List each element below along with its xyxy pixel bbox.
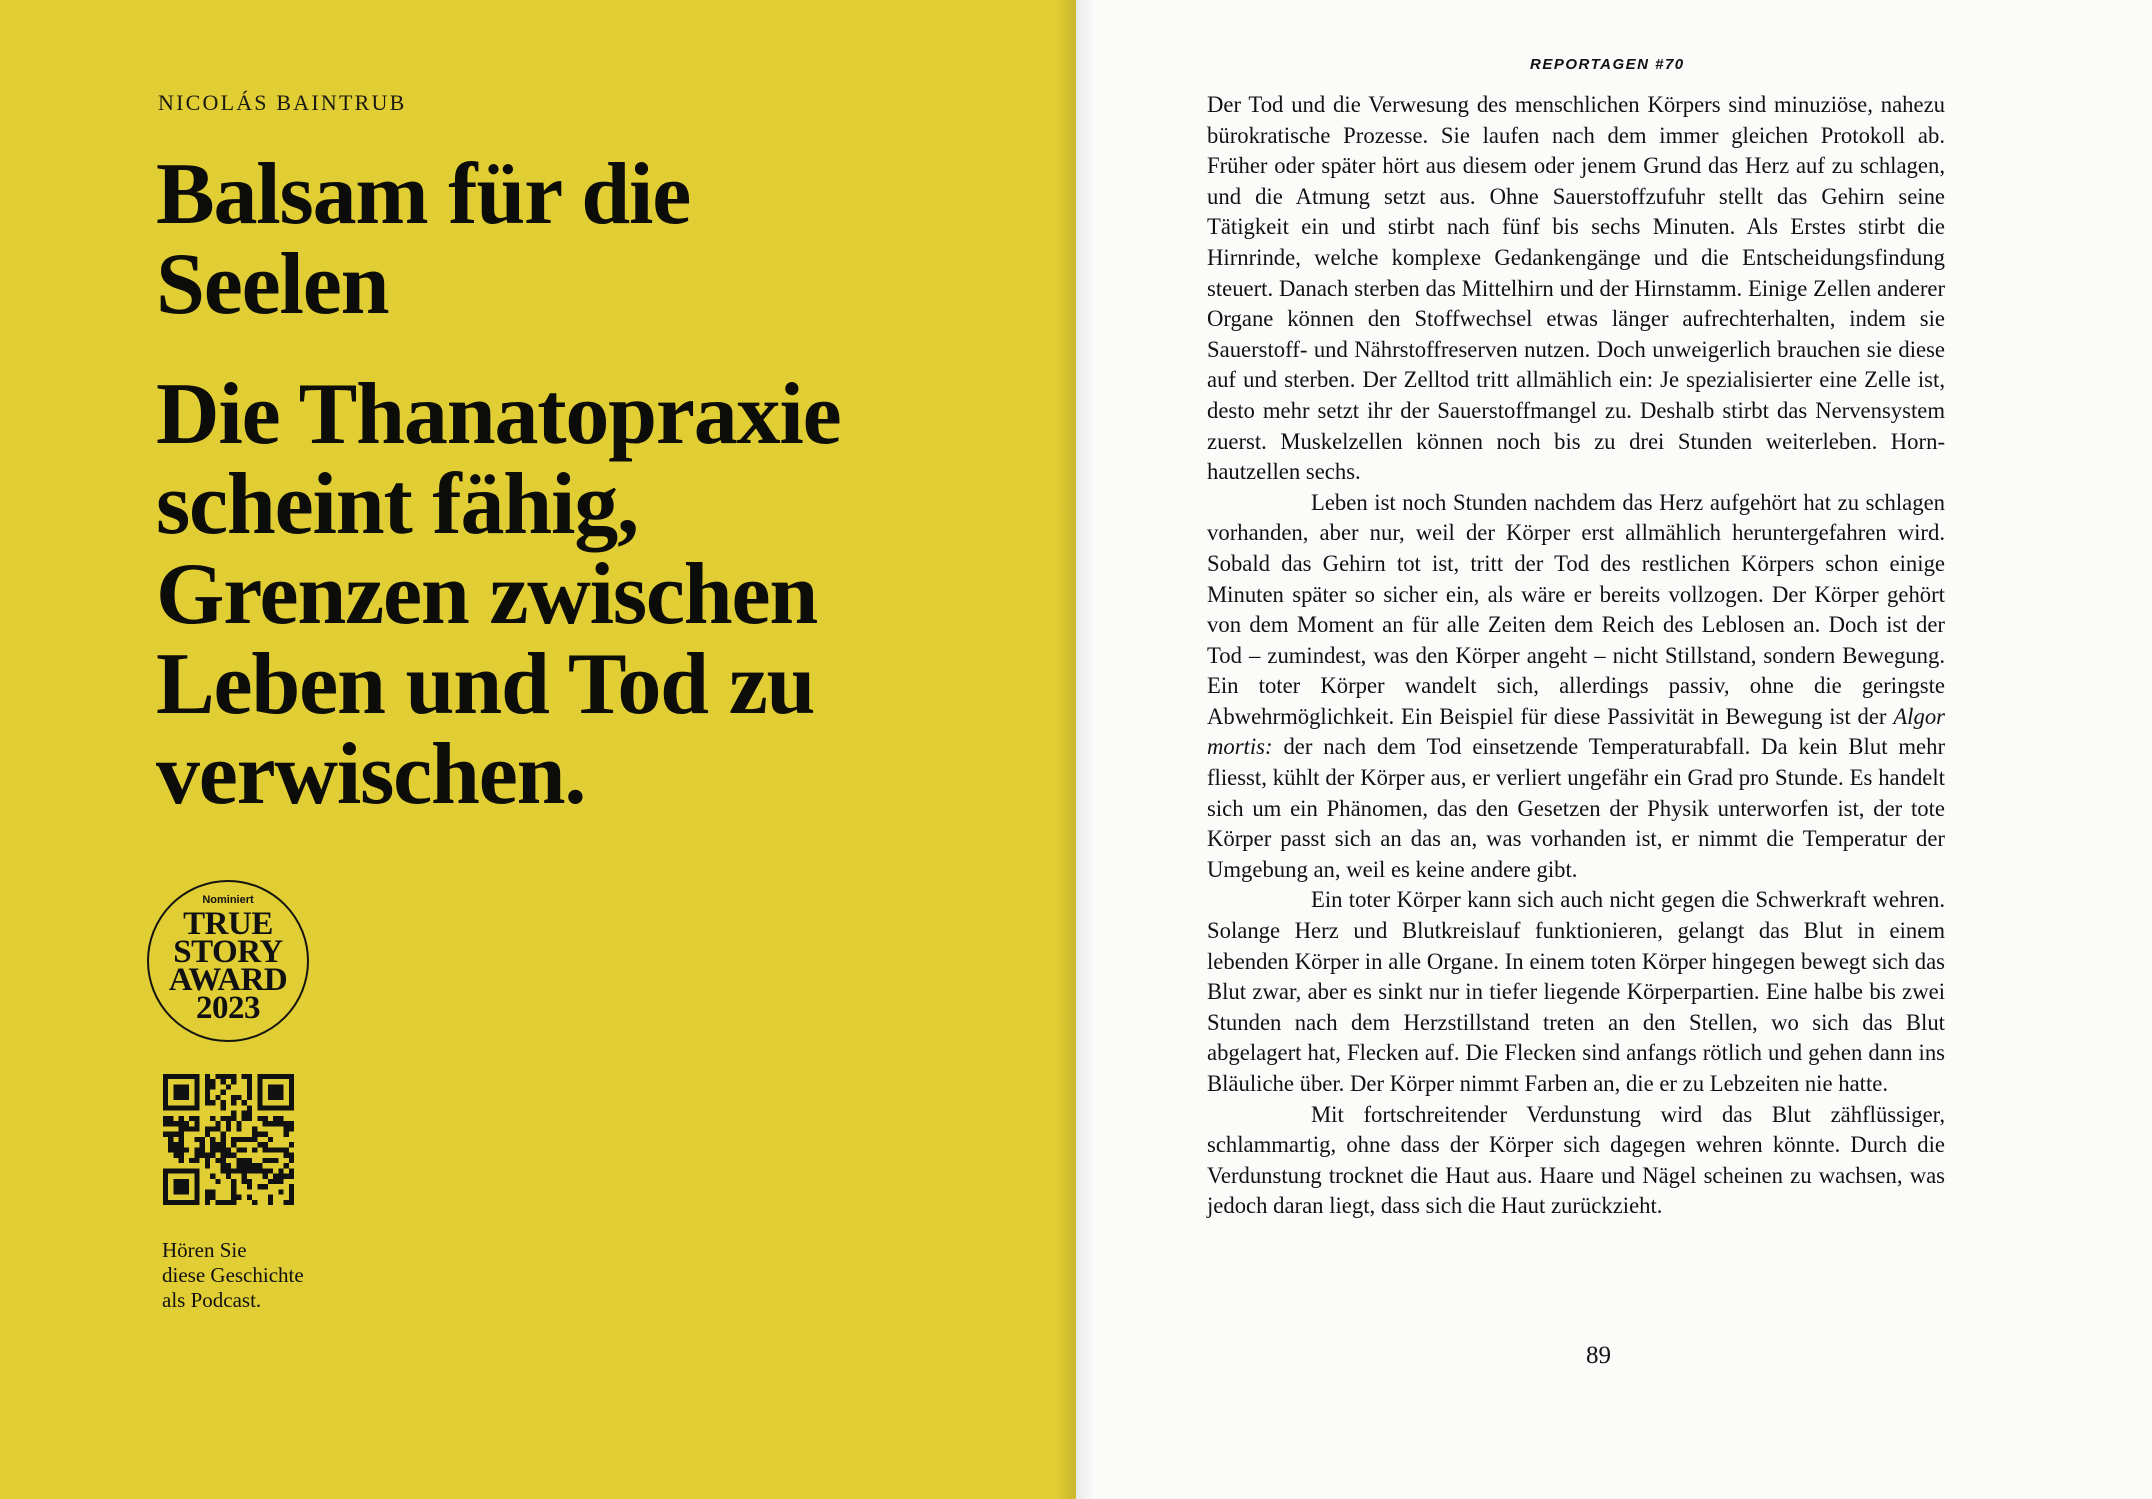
headline-line: Balsam für die [156, 146, 691, 243]
latin-term: Algor mortis: [1207, 703, 1945, 760]
subheadline-line: verwischen. [156, 726, 586, 823]
qr-code-icon[interactable] [163, 1074, 294, 1205]
badge-year: 2023 [196, 990, 260, 1026]
headline [156, 146, 1036, 333]
badge-line: TRUE [183, 906, 273, 942]
podcast-line: als Podcast. [162, 1288, 262, 1312]
subheadline-line: Die Thanatopraxie [156, 366, 841, 463]
body-paragraph: Ein toter Körper kann sich auch nicht gegen die Schwerkraft wehren. Solange Herz und Blutkreislauf funktionieren, gelangt das Blut in einem lebenden Körper in alle Organe. In einem toten Körper hingegen bewegt sich das Blut zwar, aber es sinkt nur in tiefer liegende Körperpartien. Eine halbe bis zwei Stunden nach dem Herzstillstand treten an den Stellen, wo sich das Blut abgelagert hat, Flecken auf. Die Flecken sind anfangs rötlich und gehen dann ins Bläuliche über. Der Körper nimmt Farben an, die er zu Lebzeiten nie hatte. [1207, 887, 1945, 1096]
badge-line: AWARD [168, 962, 288, 998]
award-badge [147, 880, 309, 1042]
subheadline-line: Leben und Tod zu [156, 636, 815, 733]
subheadline-line: Grenzen zwischen [156, 546, 818, 643]
headline-line: Seelen [156, 236, 389, 333]
body-text: der nach dem Tod einsetzende Temperaturabfall. Da kein Blut mehr fliesst, kühlt der Körper aus, er verliert ungefähr ein Grad pro Stunde. Es handelt sich um ein Phänomen, das den Gesetzen der Physik unterworfen ist, der tote Körper passt sich an das an, was vorhanden ist, er nimmt die Temperatur der Umgebung an, weil es keine andere gibt. [1207, 734, 1946, 882]
subheadline-line: scheint fähig, [156, 456, 638, 553]
body-paragraph: Mit fortschreitender Verdunstung wird das Blut zähflüssiger, schlammartig, ohne dass der Körper sich dagegen wehren könnte. Durch die Verdunstung trocknet die Haut aus. Haare und Nägel scheinen zu wachsen, was jedoch daran liegt, dass sich die Haut zurückzieht. [1207, 1101, 1945, 1219]
page-number: 89 [1586, 1342, 1611, 1369]
badge-line: STORY [173, 934, 283, 970]
article-body [1207, 90, 1945, 1222]
body-paragraph [1207, 488, 1945, 886]
body-text: Leben ist noch Stunden nachdem das Herz aufgehört hat zu schlagen vorhanden, aber nur, weil der Körper erst allmählich heruntergefahren wird. Sobald das Gehirn tot ist, tritt der Tod des restlichen Körpers schon einige Minuten später so sicher ein, als wäre er bereits vollzogen. Der Körper gehört von dem Moment an für alle Zeiten dem Reich des Leblosen an. Doch ist der Tod – zumindest, was den Körper angeht – nicht Stillstand, sondern Bewegung. Ein toter Körper wandelt sich, allerdings passiv, ohne die geringste Abwehrmöglichkeit. Ein Beispiel für diese Passivität in Bewegung ist der [1207, 489, 1945, 729]
podcast-note [162, 1238, 304, 1313]
body-paragraph: Der Tod und die Verwesung des menschlichen Körpers sind minuziöse, nahezu bürokratische Prozesse. Sie laufen nach dem immer gleichen Protokoll ab. Früher oder später hört aus diesem oder jenem Grund das Herz auf zu schlagen, und die Atmung setzt aus. Ohne Sauerstoffzufuhr stellt das Gehirn seine Tätigkeit ein und stirbt nach fünf bis sechs Minuten. Als Erstes stirbt die Hirnrinde, welche komplexe Gedankengänge und die Entscheidungsfindung steuert. Danach sterben das Mittelhirn und der Hirnstamm. Einige Zellen anderer Organe können den Stoffwechsel etwas länger aufrechterhalten, indem sie Sauerstoff- und Nährstoffreserven nutzen. Doch unweigerlich brauchen sie diese auf und sterben. Der Zelltod tritt allmählich ein: Je spezialisierter eine Zelle ist, desto mehr setzt ihr der Sauerstoffmangel zu. Deshalb stirbt das Nervensystem zuerst. Muskelzellen können noch bis zu drei Stunden weiterleben. Hornhautzellen sechs. [1207, 92, 1945, 485]
podcast-line: Hören Sie [162, 1238, 247, 1262]
author-name: NICOLÁS BAINTRUB [158, 90, 407, 115]
running-head: REPORTAGEN #70 [1530, 56, 1685, 73]
podcast-line: diese Geschichte [162, 1263, 304, 1287]
subheadline [156, 366, 1036, 823]
badge-nominated-label: Nominiert [202, 894, 254, 906]
